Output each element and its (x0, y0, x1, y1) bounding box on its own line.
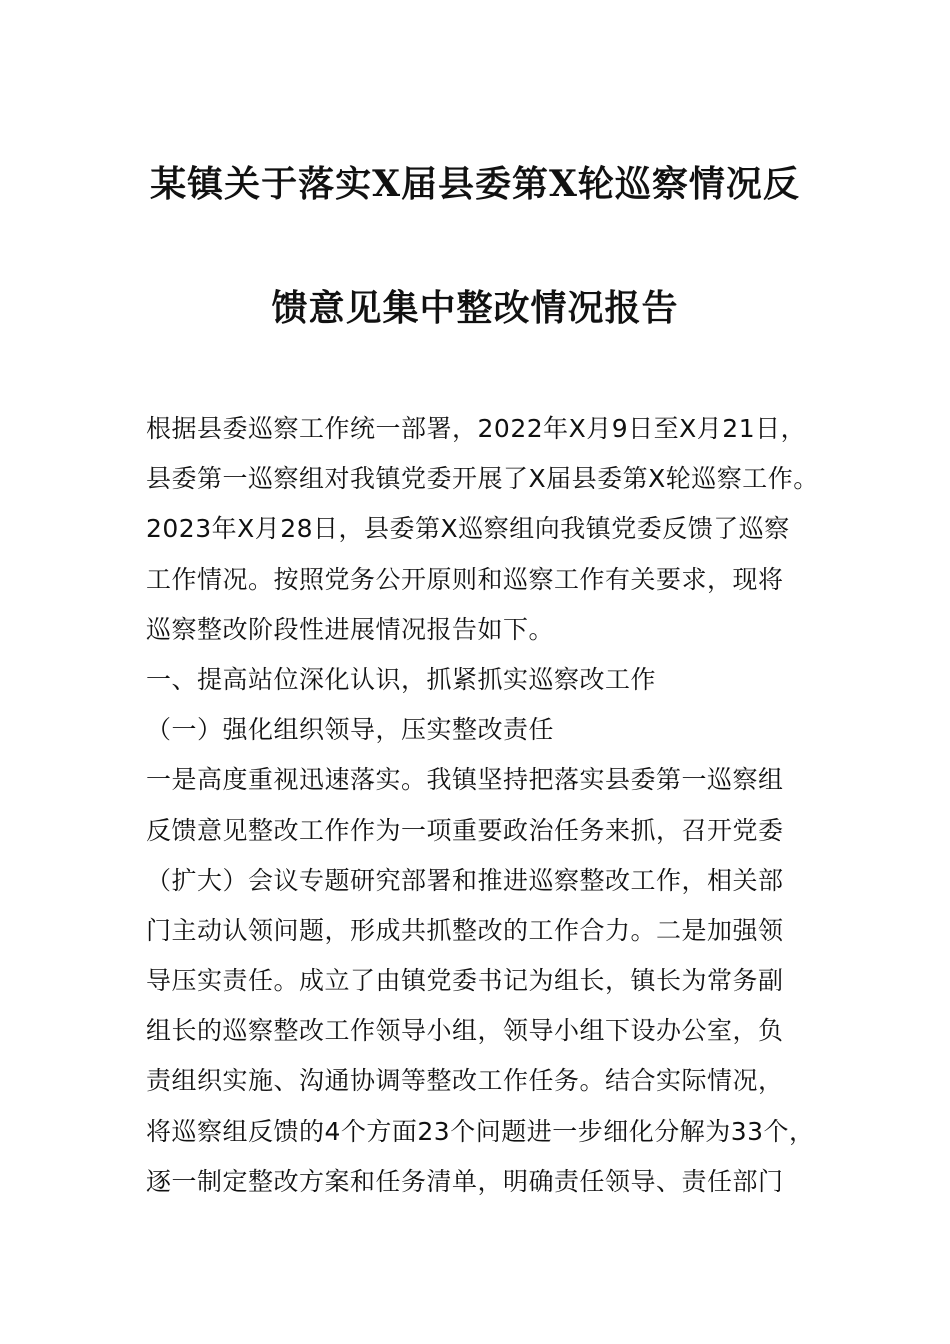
body-line: 巡察整改阶段性进展情况报告如下。 (146, 614, 555, 644)
body-line: 将巡察组反馈的4个方面23个问题进一步细化分解为33个， (146, 1116, 815, 1146)
body-line: 县委第一巡察组对我镇党委开展了X届县委第X轮巡察工作。 (146, 464, 819, 494)
body-line: 反馈意见整改工作作为一项重要政治任务来抓，召开党委 (146, 815, 784, 845)
document-body (146, 404, 836, 1207)
body-line: 门主动认领问题，形成共抓整改的工作合力。二是加强领 (146, 915, 784, 945)
body-line: 2023年X月28日，县委第X巡察组向我镇党委反馈了巡察 (146, 514, 790, 544)
body-line: 组长的巡察整改工作领导小组，领导小组下设办公室，负 (146, 1016, 784, 1046)
document-title-line-1: 某镇关于落实X届县委第X轮巡察情况反 (150, 163, 800, 205)
body-line: 工作情况。按照党务公开原则和巡察工作有关要求，现将 (146, 564, 784, 594)
body-line: （扩大）会议专题研究部署和推进巡察整改工作，相关部 (146, 865, 784, 895)
body-line: 逐一制定整改方案和任务清单，明确责任领导、责任部门 (146, 1166, 784, 1196)
subsection-heading: （一）强化组织领导，压实整改责任 (146, 715, 555, 745)
body-line: 根据县委巡察工作统一部署，2022年X月9日至X月21日， (146, 414, 807, 443)
body-line: 一是高度重视迅速落实。我镇坚持把落实县委第一巡察组 (146, 765, 784, 795)
document-title-line-2: 馈意见集中整改情况报告 (271, 287, 679, 329)
section-heading: 一、提高站位深化认识，抓紧抓实巡察改工作 (146, 664, 657, 694)
body-line: 责组织实施、沟通协调等整改工作任务。结合实际情况， (146, 1066, 784, 1096)
body-line: 导压实责任。成立了由镇党委书记为组长，镇长为常务副 (146, 966, 784, 996)
